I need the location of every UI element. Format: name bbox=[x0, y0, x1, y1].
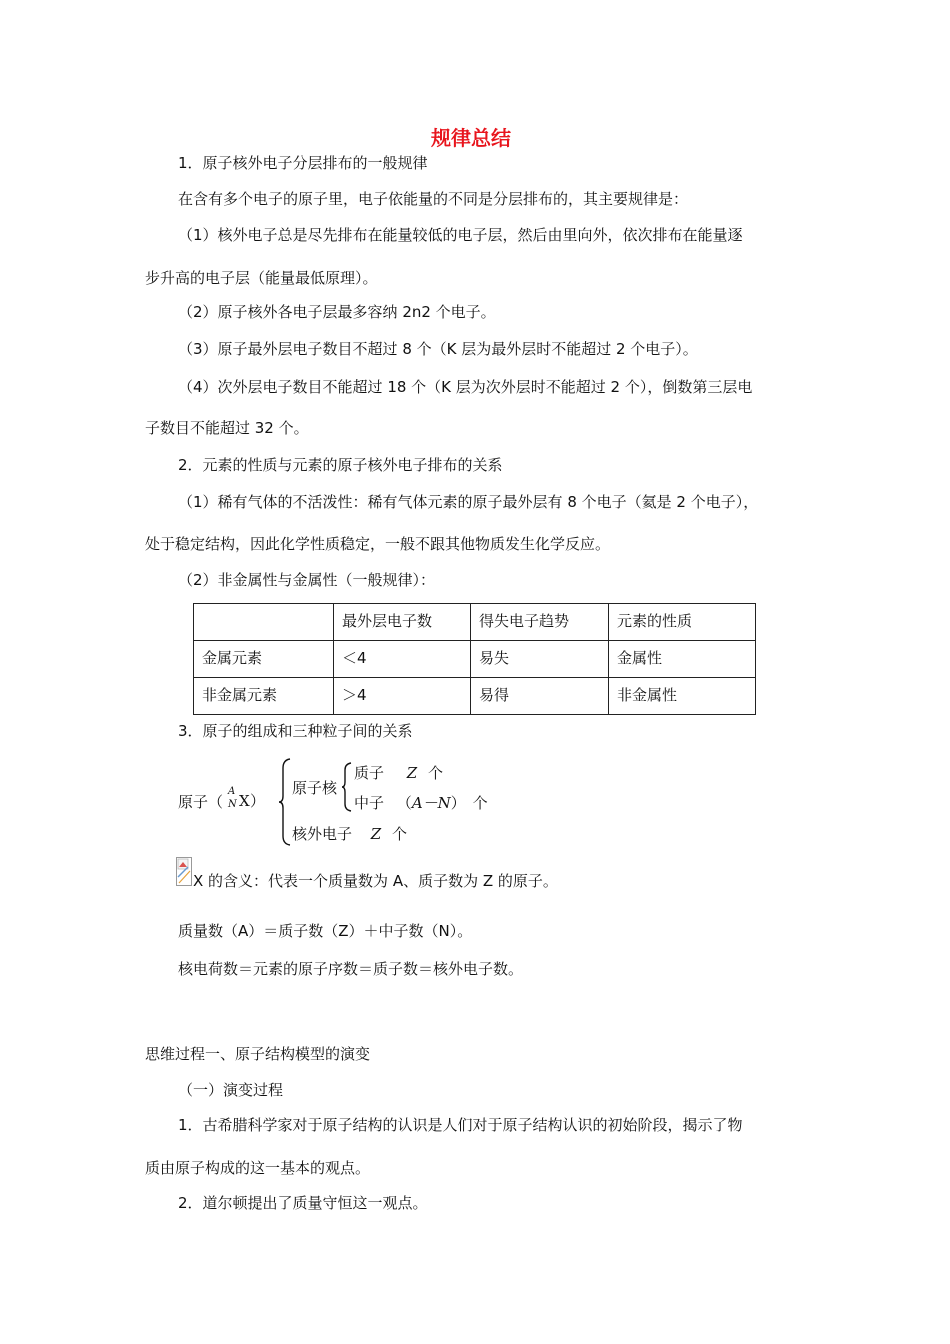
table-cell: 最外层电子数 bbox=[334, 604, 471, 641]
outer-brace bbox=[278, 758, 292, 846]
paragraph: 质量数（A）＝质子数（Z）＋中子数（N）。 bbox=[178, 922, 473, 940]
paragraph: 核电荷数＝元素的原子序数＝质子数＝核外电子数。 bbox=[178, 960, 524, 978]
electron-row: 核外电子 Z 个 bbox=[292, 825, 408, 843]
section-3-heading: 3．原子的组成和三种粒子间的关系 bbox=[178, 722, 413, 740]
table-cell: 非金属元素 bbox=[194, 678, 334, 715]
paragraph: 处于稳定结构，因此化学性质稳定，一般不跟其他物质发生化学反应。 bbox=[145, 535, 611, 553]
paragraph: （2）非金属性与金属性（一般规律）： bbox=[178, 571, 436, 589]
paragraph: 质由原子构成的这一基本的观点。 bbox=[145, 1159, 371, 1177]
metal-nonmetal-table bbox=[193, 603, 756, 715]
atom-label: 原子（ bbox=[178, 793, 224, 811]
paragraph: （4）次外层电子数目不能超过 18 个（K 层为次外层时不能超过 2 个），倒数第三层电 bbox=[178, 378, 753, 396]
table-row bbox=[194, 641, 756, 678]
section-2-heading: 2．元素的性质与元素的原子核外电子排布的关系 bbox=[178, 456, 503, 474]
subsection-heading: （一）演变过程 bbox=[178, 1081, 284, 1099]
table-cell: ＜4 bbox=[334, 641, 471, 678]
nucleus-brace bbox=[341, 762, 353, 812]
table-cell: 得失电子趋势 bbox=[471, 604, 609, 641]
paragraph: （2）原子核外各电子层最多容纳 2n2 个电子。 bbox=[178, 303, 496, 321]
table-cell: 易得 bbox=[471, 678, 609, 715]
paragraph: 在含有多个电子的原子里，电子依能量的不同是分层排布的，其主要规律是： bbox=[178, 190, 689, 208]
section-4-heading: 思维过程一、原子结构模型的演变 bbox=[145, 1045, 371, 1063]
paragraph: 2．道尔顿提出了质量守恒这一观点。 bbox=[178, 1194, 428, 1212]
nucleus-label: 原子核 bbox=[292, 779, 338, 797]
section-1-heading: 1．原子核外电子分层排布的一般规律 bbox=[178, 154, 428, 172]
table-cell bbox=[194, 604, 334, 641]
page-title: 规律总结 bbox=[431, 126, 511, 150]
table-cell: 金属性 bbox=[609, 641, 756, 678]
paragraph: 步升高的电子层（能量最低原理）。 bbox=[145, 269, 378, 287]
paragraph: 1．古希腊科学家对于原子结构的认识是人们对于原子结构认识的初始阶段，揭示了物 bbox=[178, 1116, 743, 1134]
proton-row: 质子 Z 个 bbox=[354, 764, 444, 782]
table-cell: ＞4 bbox=[334, 678, 471, 715]
table-cell: 元素的性质 bbox=[609, 604, 756, 641]
paragraph: （1）稀有气体的不活泼性：稀有气体元素的原子最外层有 8 个电子（氦是 2 个电子）， bbox=[178, 493, 759, 511]
table-cell: 金属元素 bbox=[194, 641, 334, 678]
paragraph: （1）核外电子总是尽先排布在能量较低的电子层，然后由里向外，依次排布在能量逐 bbox=[178, 226, 743, 244]
table-cell: 非金属性 bbox=[609, 678, 756, 715]
neutron-row: 中子 （A－N） 个 bbox=[354, 794, 488, 812]
paragraph: X 的含义：代表一个质量数为 A、质子数为 Z 的原子。 bbox=[193, 872, 558, 890]
table-row bbox=[194, 678, 756, 715]
paragraph: （3）原子最外层电子数目不超过 8 个（K 层为最外层时不能超过 2 个电子）。 bbox=[178, 340, 698, 358]
table-header-row bbox=[194, 604, 756, 641]
paragraph: 子数目不能超过 32 个。 bbox=[145, 419, 309, 437]
broken-image-icon bbox=[176, 857, 193, 887]
table-cell: 易失 bbox=[471, 641, 609, 678]
nuclide-symbol: A N X ） bbox=[228, 786, 266, 810]
